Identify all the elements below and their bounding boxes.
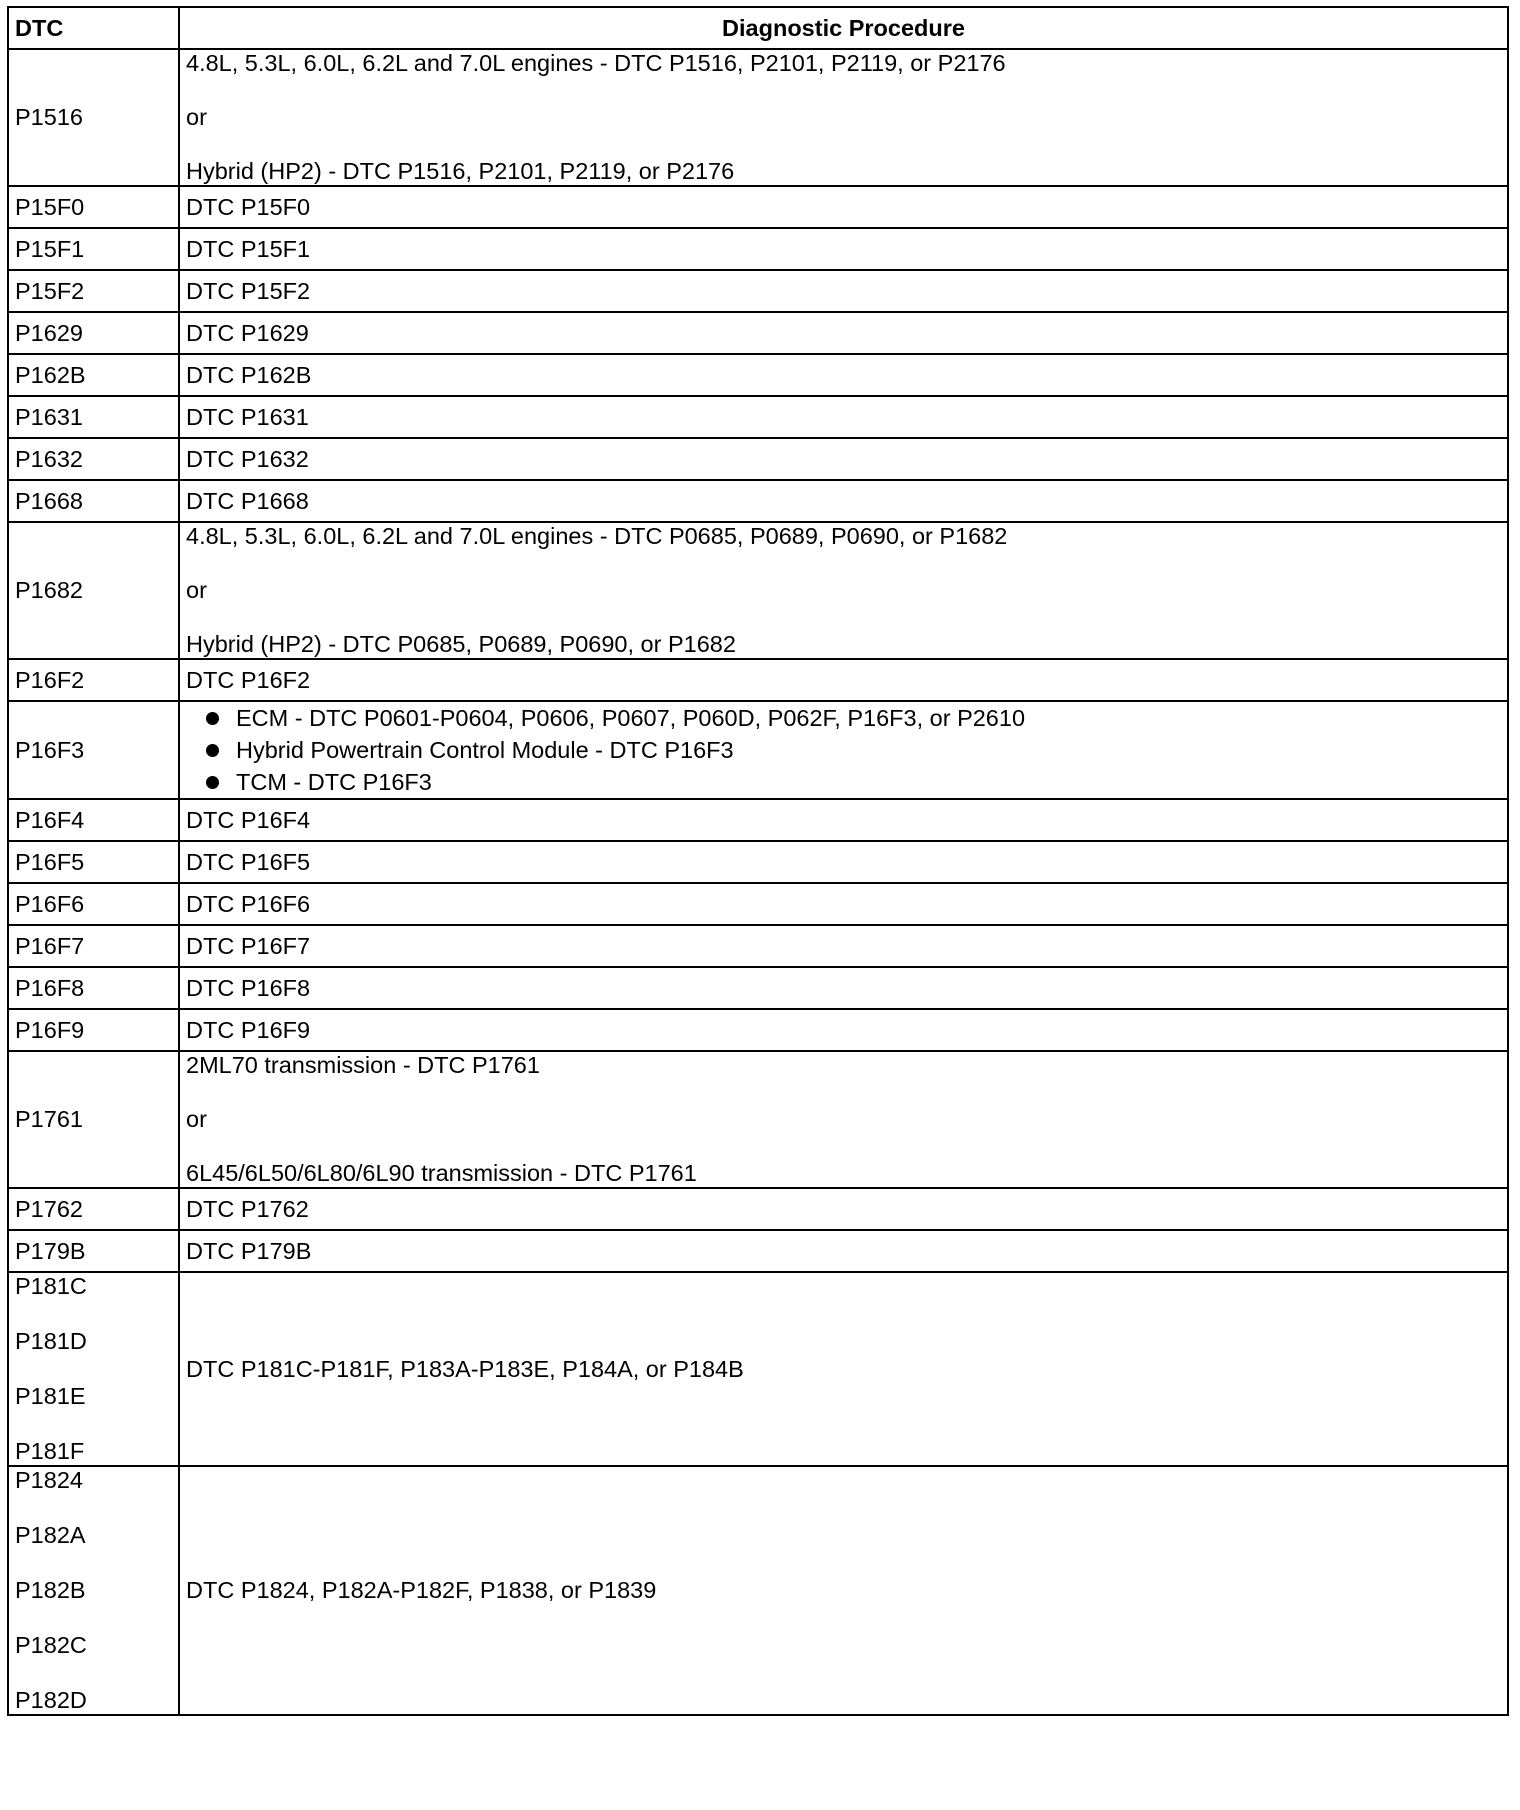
procedure-text: Hybrid (HP2) - DTC P0685, P0689, P0690, or P1682 xyxy=(186,631,736,657)
table-row xyxy=(8,49,1508,186)
dtc-cell: P16F6 xyxy=(8,883,179,925)
list-item xyxy=(186,734,1501,766)
procedure-cell: DTC P1632 xyxy=(179,438,1508,480)
procedure-bullet-list xyxy=(186,702,1501,798)
dtc-code: P181C xyxy=(15,1273,87,1299)
dtc-cell: P16F4 xyxy=(8,799,179,841)
table-row xyxy=(8,967,1508,1009)
procedure-cell: DTC P15F1 xyxy=(179,228,1508,270)
dtc-cell: P1668 xyxy=(8,480,179,522)
procedure-cell: DTC P16F9 xyxy=(179,1009,1508,1051)
procedure-cell: DTC P162B xyxy=(179,354,1508,396)
table-row xyxy=(8,841,1508,883)
procedure-cell: DTC P16F4 xyxy=(179,799,1508,841)
dtc-cell xyxy=(8,522,179,659)
procedure-cell xyxy=(179,701,1508,799)
table-row xyxy=(8,883,1508,925)
table-header-row xyxy=(8,7,1508,49)
dtc-cell: P15F1 xyxy=(8,228,179,270)
procedure-cell: DTC P1824, P182A-P182F, P1838, or P1839 xyxy=(179,1466,1508,1715)
dtc-cell: P16F9 xyxy=(8,1009,179,1051)
table-row xyxy=(8,312,1508,354)
bullet-icon xyxy=(206,744,219,757)
dtc-cell: P1762 xyxy=(8,1188,179,1230)
procedure-cell: DTC P16F6 xyxy=(179,883,1508,925)
dtc-code: P182C xyxy=(15,1632,87,1658)
table-row xyxy=(8,480,1508,522)
table-row xyxy=(8,1051,1508,1188)
procedure-text: or xyxy=(186,1106,207,1132)
list-item xyxy=(186,702,1501,734)
dtc-column-header: DTC xyxy=(8,7,179,49)
procedure-cell xyxy=(179,522,1508,659)
bullet-icon xyxy=(206,776,219,789)
procedure-text: 2ML70 transmission - DTC P1761 xyxy=(186,1052,540,1078)
dtc-code: P182A xyxy=(15,1522,86,1548)
bullet-icon xyxy=(206,712,219,725)
list-item xyxy=(186,766,1501,798)
table-row xyxy=(8,1230,1508,1272)
procedure-cell: DTC P16F2 xyxy=(179,659,1508,701)
procedure-text: 6L45/6L50/6L80/6L90 transmission - DTC P1761 xyxy=(186,1160,697,1186)
dtc-cell: P15F2 xyxy=(8,270,179,312)
table-row xyxy=(8,701,1508,799)
table-row xyxy=(8,799,1508,841)
dtc-cell: P16F3 xyxy=(8,701,179,799)
procedure-cell: DTC P16F8 xyxy=(179,967,1508,1009)
dtc-cell: P16F8 xyxy=(8,967,179,1009)
table-row xyxy=(8,925,1508,967)
dtc-cell xyxy=(8,1466,179,1715)
table-row xyxy=(8,270,1508,312)
procedure-text: or xyxy=(186,577,207,603)
dtc-cell: P15F0 xyxy=(8,186,179,228)
dtc-code: P182B xyxy=(15,1577,86,1603)
procedure-cell: DTC P16F7 xyxy=(179,925,1508,967)
dtc-cell: P1629 xyxy=(8,312,179,354)
procedure-cell xyxy=(179,1051,1508,1188)
dtc-cell: P1632 xyxy=(8,438,179,480)
dtc-code: P182D xyxy=(15,1687,87,1713)
table-row xyxy=(8,659,1508,701)
procedure-text: Hybrid Powertrain Control Module - DTC P16F3 xyxy=(236,737,734,763)
procedure-cell: DTC P1629 xyxy=(179,312,1508,354)
dtc-code: P181F xyxy=(15,1438,85,1464)
procedure-cell: DTC P181C-P181F, P183A-P183E, P184A, or P184B xyxy=(179,1272,1508,1466)
dtc-code: P1682 xyxy=(15,577,83,603)
dtc-cell: P16F2 xyxy=(8,659,179,701)
procedure-cell: DTC P16F5 xyxy=(179,841,1508,883)
procedure-text: 4.8L, 5.3L, 6.0L, 6.2L and 7.0L engines - DTC P0685, P0689, P0690, or P1682 xyxy=(186,523,1008,549)
procedure-cell: DTC P179B xyxy=(179,1230,1508,1272)
dtc-cell: P162B xyxy=(8,354,179,396)
dtc-diagnostic-table xyxy=(7,6,1509,1716)
dtc-code: P181D xyxy=(15,1328,87,1354)
dtc-cell: P1631 xyxy=(8,396,179,438)
procedure-column-header: Diagnostic Procedure xyxy=(179,7,1508,49)
table-row xyxy=(8,1188,1508,1230)
procedure-cell: DTC P1631 xyxy=(179,396,1508,438)
procedure-text: 4.8L, 5.3L, 6.0L, 6.2L and 7.0L engines - DTC P1516, P2101, P2119, or P2176 xyxy=(186,50,1006,76)
dtc-cell: P16F5 xyxy=(8,841,179,883)
dtc-code: P181E xyxy=(15,1383,86,1409)
procedure-cell: DTC P1668 xyxy=(179,480,1508,522)
procedure-text: TCM - DTC P16F3 xyxy=(236,769,432,795)
procedure-text: ECM - DTC P0601-P0604, P0606, P0607, P060D, P062F, P16F3, or P2610 xyxy=(236,705,1026,731)
dtc-code: P1824 xyxy=(15,1467,83,1493)
table-row xyxy=(8,522,1508,659)
dtc-code: P1761 xyxy=(15,1106,83,1132)
procedure-cell: DTC P15F2 xyxy=(179,270,1508,312)
procedure-text: Hybrid (HP2) - DTC P1516, P2101, P2119, or P2176 xyxy=(186,158,735,184)
dtc-cell xyxy=(8,1272,179,1466)
table-row xyxy=(8,186,1508,228)
dtc-code: P1516 xyxy=(15,104,83,130)
table-row xyxy=(8,228,1508,270)
procedure-cell: DTC P15F0 xyxy=(179,186,1508,228)
procedure-cell: DTC P1762 xyxy=(179,1188,1508,1230)
procedure-text: or xyxy=(186,104,207,130)
table-row xyxy=(8,438,1508,480)
procedure-cell xyxy=(179,49,1508,186)
dtc-cell xyxy=(8,49,179,186)
table-row xyxy=(8,354,1508,396)
table-row xyxy=(8,1009,1508,1051)
table-row xyxy=(8,1272,1508,1466)
dtc-cell xyxy=(8,1051,179,1188)
table-row xyxy=(8,1466,1508,1715)
dtc-cell: P16F7 xyxy=(8,925,179,967)
table-row xyxy=(8,396,1508,438)
dtc-cell: P179B xyxy=(8,1230,179,1272)
